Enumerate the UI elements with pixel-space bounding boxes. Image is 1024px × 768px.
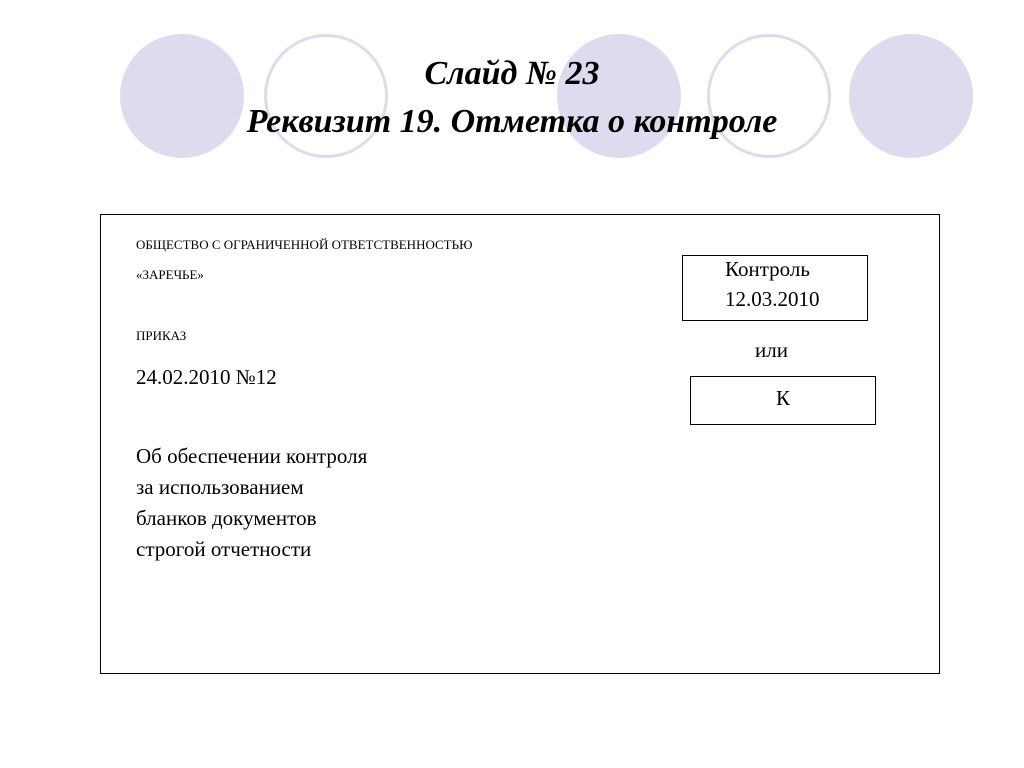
document-sample-frame: [100, 214, 940, 674]
slide-title-line-2: Реквизит 19. Отметка о контроле: [246, 103, 778, 140]
short-control-mark-box: [690, 376, 876, 425]
document-heading-line: бланков документов: [136, 506, 317, 530]
document-heading-line: строгой отчетности: [136, 537, 312, 561]
document-heading-line: Об обеспечении контроля: [136, 444, 368, 468]
organization-name: «ЗАРЕЧЬЕ»: [136, 267, 204, 282]
organization-full-name: ОБЩЕСТВО С ОГРАНИЧЕННОЙ ОТВЕТСТВЕННОСТЬЮ: [136, 237, 473, 252]
short-control-mark: К: [775, 386, 790, 410]
or-separator-text: или: [755, 338, 788, 362]
slide-title-line-1: Слайд № 23: [424, 55, 600, 92]
control-stamp-date: 12.03.2010: [725, 287, 820, 311]
control-stamp-box: [682, 255, 868, 321]
document-heading: [136, 441, 367, 565]
document-date-number: 24.02.2010 №12: [136, 365, 277, 389]
control-stamp-label: Контроль: [725, 257, 810, 281]
document-type: ПРИКАЗ: [136, 328, 187, 343]
document-heading-line: за использованием: [136, 475, 304, 499]
slide-title: [0, 50, 1024, 146]
